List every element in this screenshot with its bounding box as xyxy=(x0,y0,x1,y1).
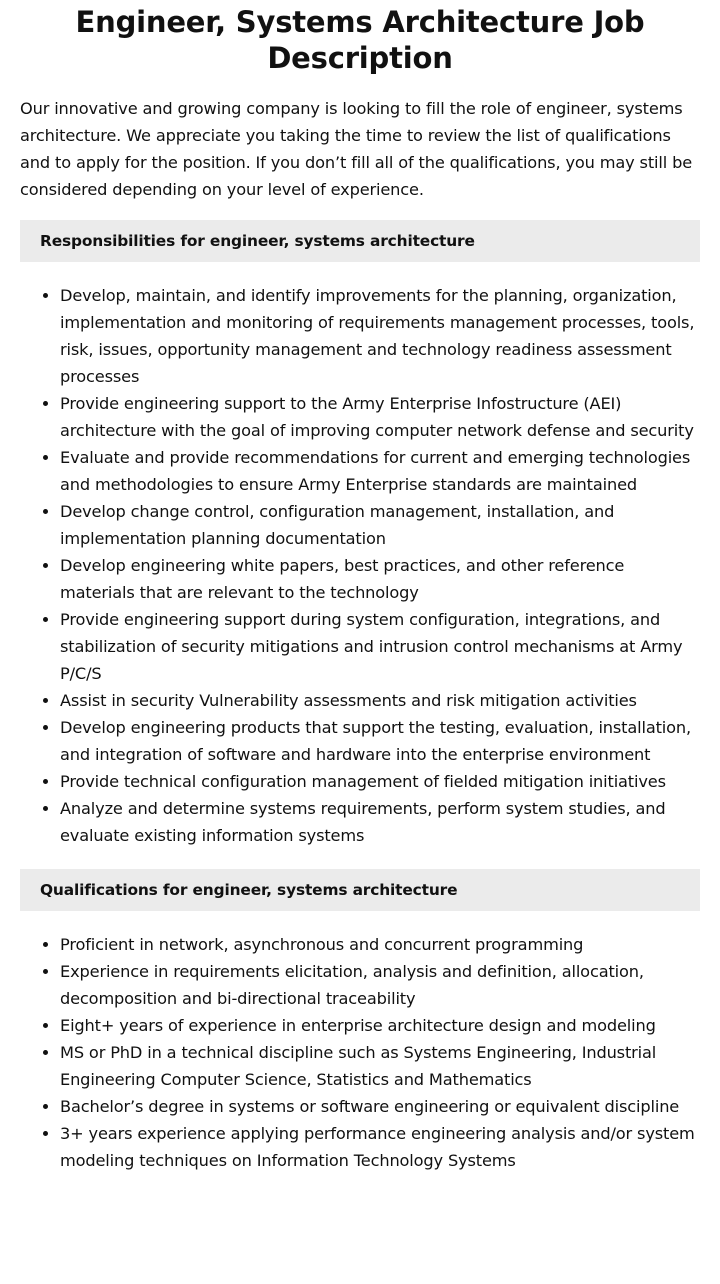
responsibilities-list xyxy=(20,282,700,849)
list-item: • Bachelor’s degree in systems or software engineering or equivalent discipline xyxy=(60,1093,700,1120)
list-item: • Experience in requirements elicitation, analysis and definition, allocation, decomposition and bi-directional traceability xyxy=(60,958,700,1012)
list-item: • Develop engineering white papers, best practices, and other reference materials that are relevant to the technology xyxy=(60,552,700,606)
qualifications-list xyxy=(20,931,700,1174)
list-item: • 3+ years experience applying performance engineering analysis and/or system modeling techniques on Information Technology Systems xyxy=(60,1120,700,1174)
qualifications-heading: Qualifications for engineer, systems architecture xyxy=(20,869,700,911)
list-item: • Evaluate and provide recommendations for current and emerging technologies and methodologies to ensure Army Enterprise standards are maintained xyxy=(60,444,700,498)
list-item: • Provide engineering support to the Army Enterprise Infostructure (AEI) architecture with the goal of improving computer network defense and security xyxy=(60,390,700,444)
list-item: • MS or PhD in a technical discipline such as Systems Engineering, Industrial Engineering Computer Science, Statistics and Mathematics xyxy=(60,1039,700,1093)
job-description-page xyxy=(0,4,720,1174)
list-item: • Develop, maintain, and identify improvements for the planning, organization, implementation and monitoring of requirements management processes, tools, risk, issues, opportunity management and technology readiness assessment processes xyxy=(60,282,700,390)
list-item: • Provide engineering support during system configuration, integrations, and stabilization of security mitigations and intrusion control mechanisms at Army P/C/S xyxy=(60,606,700,687)
list-item: • Analyze and determine systems requirements, perform system studies, and evaluate existing information systems xyxy=(60,795,700,849)
page-title: Engineer, Systems Architecture Job Description xyxy=(75,5,645,75)
list-item: • Eight+ years of experience in enterprise architecture design and modeling xyxy=(60,1012,700,1039)
intro-paragraph: Our innovative and growing company is looking to fill the role of engineer, systems architecture. We appreciate you taking the time to review the list of qualifications and to apply for the position. If you don’t fill all of the qualifications, you may still be considered depending on your level of experience. xyxy=(20,99,693,199)
list-item: • Develop engineering products that support the testing, evaluation, installation, and integration of software and hardware into the enterprise environment xyxy=(60,714,700,768)
list-item: • Assist in security Vulnerability assessments and risk mitigation activities xyxy=(60,687,700,714)
responsibilities-heading: Responsibilities for engineer, systems architecture xyxy=(20,220,700,262)
list-item: • Proficient in network, asynchronous and concurrent programming xyxy=(60,931,700,958)
list-item: • Develop change control, configuration management, installation, and implementation planning documentation xyxy=(60,498,700,552)
list-item: • Provide technical configuration management of fielded mitigation initiatives xyxy=(60,768,700,795)
